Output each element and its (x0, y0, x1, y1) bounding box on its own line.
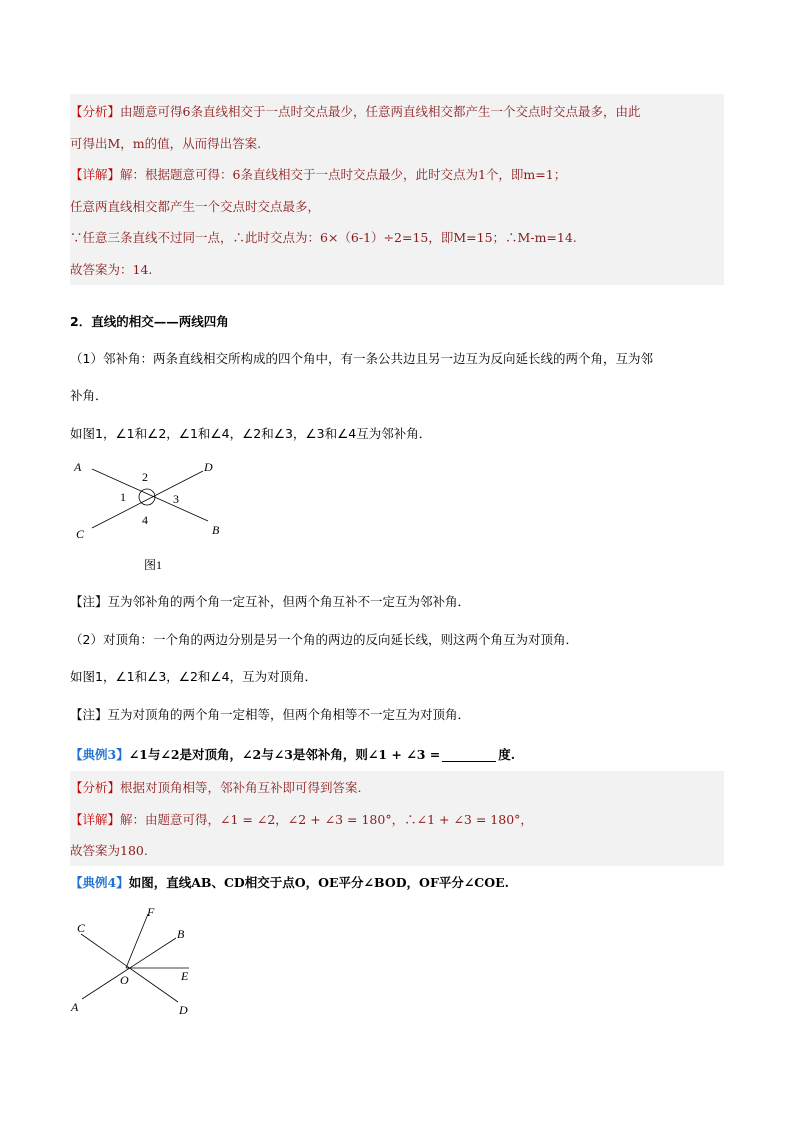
paragraph-1-line-2: 补角． (70, 388, 108, 403)
label-b-2: B (177, 927, 185, 941)
label-d-2: D (179, 1003, 188, 1017)
label-angle-4: 4 (142, 513, 148, 527)
detail-line-1: 【详解】解：根据题意可得：6条直线相交于一点时交点最少，此时交点为1个，即m=1； (70, 167, 567, 182)
label-f-2: F (147, 905, 155, 919)
label-a: A (74, 460, 82, 474)
paragraph-1-line-1: （1）邻补角：两条直线相交所构成的四个角中，有一条公共边且另一边互为反向延长线的两个角，互为邻 (70, 351, 653, 366)
figure-1 (70, 455, 250, 580)
label-c: C (76, 527, 85, 541)
detail-line-2: 任意两直线相交都产生一个交点时交点最多， (70, 199, 321, 214)
example-3-answer: 故答案为180. (70, 843, 148, 858)
label-angle-1: 1 (120, 490, 126, 504)
label-c-2: C (77, 921, 86, 935)
note-1: 【注】互为邻补角的两个角一定互补，但两个角互补不一定互为邻补角． (70, 594, 471, 609)
example-3-detail: 【详解】解：由题意可得，∠1 = ∠2，∠2 + ∠3 = 180°，∴∠1 + ∠3 = 180°， (70, 812, 533, 827)
paragraph-2: 如图1，∠1和∠2，∠1和∠4，∠2和∠3，∠3和∠4互为邻补角． (70, 426, 432, 441)
label-a-2: A (71, 1000, 79, 1014)
label-e-2: E (181, 969, 189, 983)
example-3-analysis: 【分析】根据对顶角相等，邻补角互补即可得到答案. (70, 780, 362, 795)
label-angle-3: 3 (173, 492, 179, 506)
detail-line-3: ∵任意三条直线不过同一点，∴此时交点为：6×（6-1）÷2=15，即M=15；∴M-m=14. (70, 230, 577, 245)
label-b: B (212, 523, 220, 537)
example-4-question: 【典例4】如图，直线AB、CD相交于点O，OE平分∠BOD，OF平分∠COE. (70, 875, 510, 890)
solution-block-1-bg (70, 94, 724, 285)
analysis-line-1: 【分析】由题意可得6条直线相交于一点时交点最少，任意两直线相交都产生一个交点时交点最多，由此 (70, 104, 641, 119)
note-2: 【注】互为对顶角的两个角一定相等，但两个角相等不一定互为对顶角． (70, 707, 471, 722)
detail-line-4: 故答案为：14. (70, 262, 153, 277)
figure-1-caption: 图1 (144, 558, 163, 572)
paragraph-3: （2）对顶角：一个角的两边分别是另一个角的两边的反向延长线，则这两个角互为对顶角． (70, 632, 578, 647)
figure-2 (66, 902, 206, 1020)
paragraph-4: 如图1，∠1和∠3，∠2和∠4，互为对顶角． (70, 669, 318, 684)
label-o-2: O (120, 973, 129, 987)
analysis-line-2: 可得出M，m的值，从而得出答案. (70, 136, 262, 151)
line-ab (92, 469, 208, 521)
example-3-question: 【典例3】∠1与∠2是对顶角，∠2与∠3是邻补角，则∠1 + ∠3 = 度. (70, 747, 516, 762)
line-ab-2 (82, 938, 176, 999)
ray-of (126, 914, 148, 968)
label-angle-2: 2 (142, 470, 148, 484)
answer-blank (442, 747, 496, 762)
section-heading: 2．直线的相交——两线四角 (70, 314, 229, 329)
label-d: D (204, 460, 213, 474)
